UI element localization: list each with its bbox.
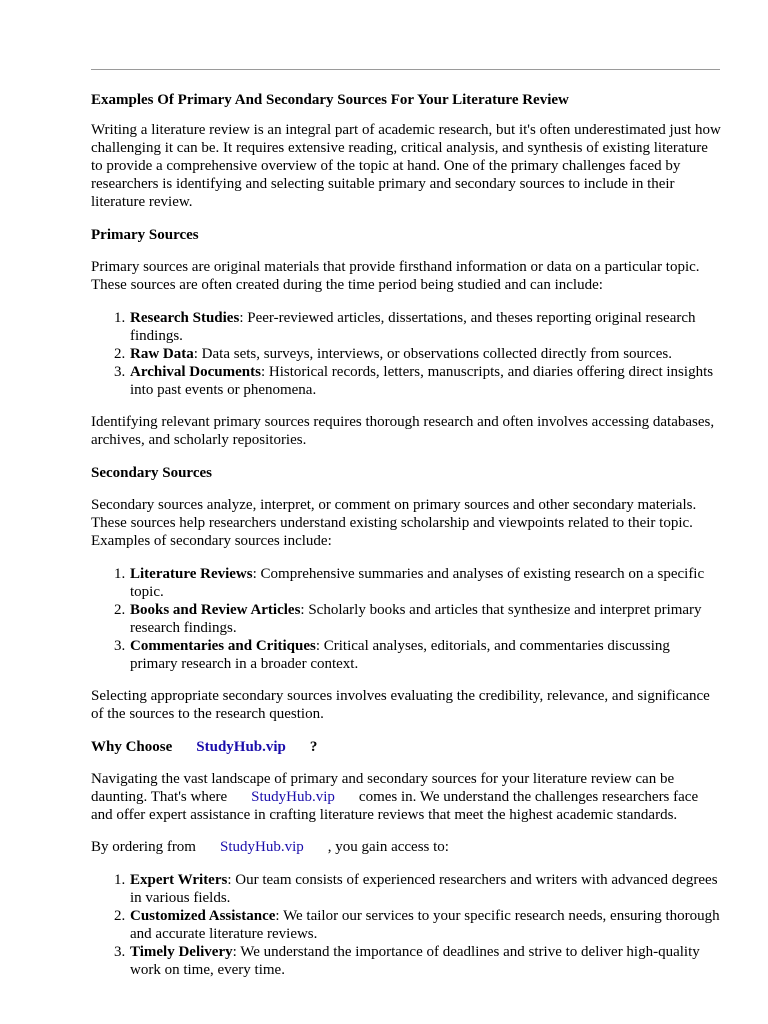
list-item-text: : Critical analyses, editorials, and commentaries discussing primary research in a broader context. xyxy=(130,638,670,672)
why-choose-paragraph xyxy=(91,770,721,824)
list-item-term: Archival Documents xyxy=(130,364,261,380)
list-item xyxy=(129,871,721,907)
list-item xyxy=(129,309,721,345)
ordering-paragraph xyxy=(91,838,721,856)
list-item-term: Customized Assistance xyxy=(130,908,276,924)
list-item-term: Books and Review Articles xyxy=(130,602,301,618)
ordering-text-post: , you gain access to: xyxy=(327,839,449,855)
list-item-term: Timely Delivery xyxy=(130,944,233,960)
secondary-sources-description: Secondary sources analyze, interpret, or comment on primary sources and other secondary materials. These sources help researchers understand existing scholarship and viewpoints related to their topic. Examples of secondary sources include: xyxy=(91,497,697,549)
document-title: Examples Of Primary And Secondary Sources For Your Literature Review xyxy=(91,92,569,108)
studyhub-link[interactable]: StudyHub.vip xyxy=(251,789,335,805)
primary-sources-heading: Primary Sources xyxy=(91,227,199,243)
why-choose-heading-suffix: ? xyxy=(309,739,318,755)
list-item xyxy=(129,907,721,943)
list-item xyxy=(129,943,721,979)
list-item-text: : Historical records, letters, manuscripts, and diaries offering direct insights into past events or phenomena. xyxy=(130,364,714,398)
list-item-text: : Our team consists of experienced researchers and writers with advanced degrees in various fields. xyxy=(130,872,718,906)
list-item-text: : We understand the importance of deadlines and strive to deliver high-quality work on time, every time. xyxy=(130,944,700,978)
document-body xyxy=(91,91,721,979)
primary-sources-description: Primary sources are original materials that provide firsthand information or data on a particular topic. These sources are often created during the time period being studied and can include: xyxy=(91,259,700,293)
why-choose-heading-text: Why Choose xyxy=(91,739,173,755)
list-item xyxy=(129,601,721,637)
list-item-text: : Data sets, surveys, interviews, or observations collected directly from sources. xyxy=(193,346,672,362)
list-item-term: Research Studies xyxy=(130,310,240,326)
list-item-term: Commentaries and Critiques xyxy=(130,638,316,654)
list-item-term: Raw Data xyxy=(130,346,194,362)
secondary-sources-closing: Selecting appropriate secondary sources involves evaluating the credibility, relevance, and significance of the sources to the research question. xyxy=(91,688,710,722)
secondary-sources-list xyxy=(91,565,721,673)
benefits-list xyxy=(91,871,721,979)
list-item-term: Literature Reviews xyxy=(130,566,253,582)
list-item xyxy=(129,345,721,363)
why-choose-text-pre: Navigating the vast landscape of primary and secondary sources for your literature review can be daunting. That's where xyxy=(91,771,675,805)
studyhub-link[interactable]: StudyHub.vip xyxy=(196,739,286,755)
list-item-text: : We tailor our services to your specific research needs, ensuring thorough and accurate literature reviews. xyxy=(130,908,720,942)
list-item-text: : Comprehensive summaries and analyses of existing research on a specific topic. xyxy=(130,566,705,600)
intro-paragraph: Writing a literature review is an integral part of academic research, but it's often underestimated just how challenging it can be. It requires extensive reading, critical analysis, and synthesis of existing literature to provide a comprehensive overview of the topic at hand. One of the primary challenges faced by researchers is identifying and selecting suitable primary and secondary sources to include in their literature review. xyxy=(91,122,721,210)
list-item xyxy=(129,637,721,673)
top-divider xyxy=(91,69,720,70)
list-item-text: : Scholarly books and articles that synthesize and interpret primary research findings. xyxy=(130,602,702,636)
list-item-term: Expert Writers xyxy=(130,872,228,888)
why-choose-heading xyxy=(91,738,721,756)
list-item xyxy=(129,565,721,601)
studyhub-link[interactable]: StudyHub.vip xyxy=(219,839,304,855)
why-choose-text-post: comes in. We understand the challenges researchers face and offer expert assistance in crafting literature reviews that meet the highest academic standards. xyxy=(91,789,699,823)
secondary-sources-heading: Secondary Sources xyxy=(91,465,212,481)
primary-sources-list xyxy=(91,309,721,399)
list-item-text: : Peer-reviewed articles, dissertations, and theses reporting original research findings. xyxy=(130,310,696,344)
primary-sources-closing: Identifying relevant primary sources requires thorough research and often involves accessing databases, archives, and scholarly repositories. xyxy=(91,414,715,448)
list-item xyxy=(129,363,721,399)
ordering-text-pre: By ordering from xyxy=(91,839,196,855)
